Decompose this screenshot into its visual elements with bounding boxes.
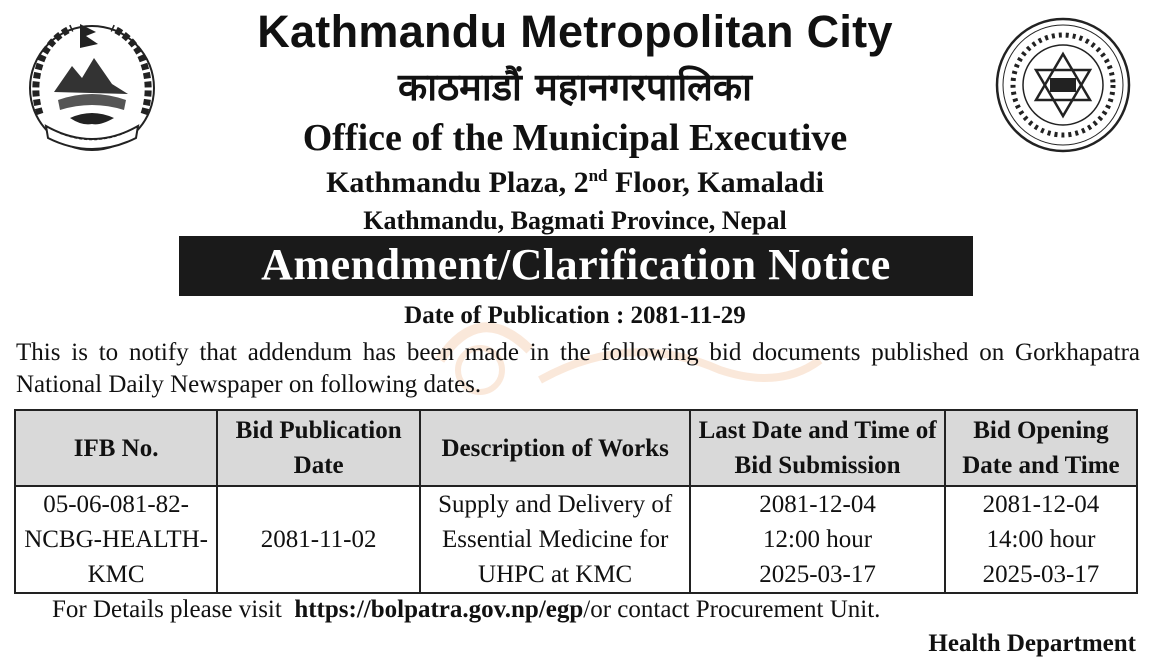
submission-date: 2081-12-04: [759, 491, 876, 518]
city-title: Kathmandu Metropolitan City: [257, 6, 893, 57]
office-name: Office of the Municipal Executive: [302, 117, 848, 159]
notice-intro: This is to notify that addendum has been made in the following bid documents published on Gorkhapatra National Daily Newspaper on following dates.: [16, 339, 1140, 398]
cell-ifb-no: 05-06-081-82-NCBG-HEALTH-KMC: [15, 486, 217, 593]
notice-banner: Amendment/Clarification Notice: [179, 236, 973, 296]
submission-date-ad: 2025-03-17: [759, 561, 876, 588]
table-row: [15, 486, 1137, 593]
address-line-1-after: Floor, Kamaladi: [607, 166, 824, 199]
details-line: [52, 594, 880, 626]
header-ifb-no: IFB No.: [15, 410, 217, 486]
details-prefix: For Details please visit: [52, 596, 282, 623]
opening-date-ad: 2025-03-17: [982, 561, 1100, 588]
bid-table: [14, 409, 1138, 594]
header-submission: Last Date and Time of Bid Submission: [690, 410, 945, 486]
details-suffix: /or contact Procurement Unit.: [583, 596, 881, 623]
header-opening: Bid Opening Date and Time: [945, 410, 1137, 486]
cell-description: Supply and Delivery of Essential Medicine for UHPC at KMC: [420, 486, 690, 593]
address-line-1: [0, 163, 1150, 203]
header-description: Description of Works: [420, 410, 690, 486]
table-header-row: [15, 410, 1137, 486]
address-line-1-before: Kathmandu Plaza, 2: [326, 166, 589, 199]
cell-publication-date: 2081-11-02: [217, 486, 420, 593]
address-line-1-ordinal: nd: [588, 166, 608, 185]
bolpatra-link[interactable]: https://bolpatra.gov.np/egp: [294, 596, 584, 623]
city-title-nepali: काठमाडौं महानगरपालिका: [398, 64, 752, 109]
publication-date: Date of Publication : 2081-11-29: [404, 302, 746, 329]
header-publication-date: Bid Publication Date: [217, 410, 420, 486]
cell-submission: [690, 486, 945, 593]
opening-date: 2081-12-04: [982, 491, 1100, 518]
cell-opening: [945, 486, 1137, 593]
department-name: Health Department: [928, 630, 1136, 657]
address-line-2: Kathmandu, Bagmati Province, Nepal: [363, 206, 787, 235]
opening-time: 14:00 hour: [986, 526, 1096, 553]
submission-time: 12:00 hour: [763, 526, 873, 553]
